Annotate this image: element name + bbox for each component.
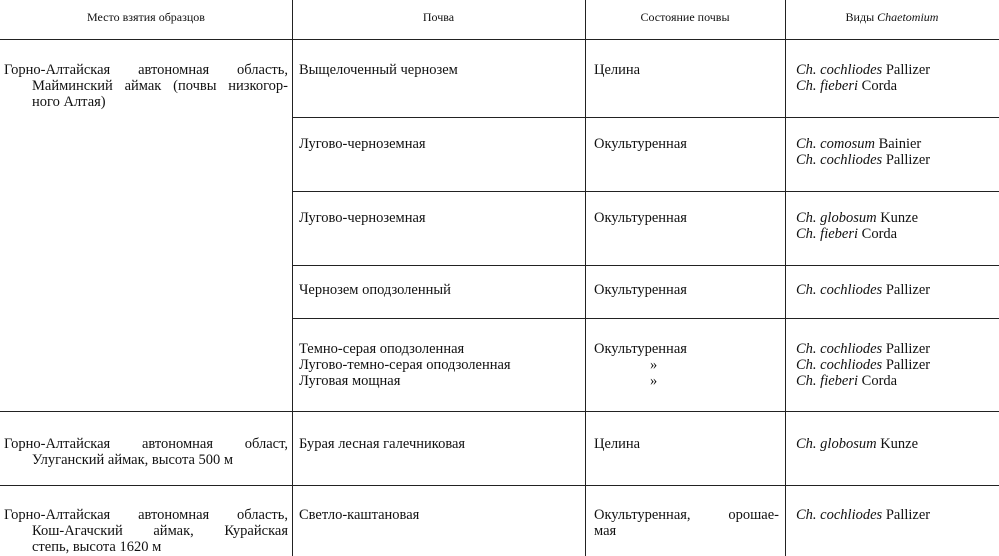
header-species-prefix: Виды bbox=[845, 10, 878, 24]
soil-cell bbox=[299, 62, 458, 78]
state-cell bbox=[594, 282, 687, 298]
soil-cell bbox=[299, 136, 426, 152]
state-cell bbox=[594, 507, 779, 539]
state-text: Целина bbox=[594, 436, 641, 452]
state-cell bbox=[594, 62, 640, 78]
species-author: Kunze bbox=[880, 436, 919, 452]
species-entry bbox=[796, 436, 918, 452]
col-rule-1 bbox=[292, 0, 293, 556]
state-text: мая bbox=[594, 523, 617, 539]
species-entry bbox=[796, 226, 918, 242]
species-name: Ch. comosum bbox=[796, 136, 875, 152]
soil-text: Чернозем оподзоленный bbox=[299, 282, 451, 298]
species-author: Pallizer bbox=[885, 152, 931, 168]
species-name: Ch. cochliodes bbox=[796, 507, 883, 523]
soil-text: Темно-серая оподзоленная bbox=[299, 341, 465, 357]
species-cell bbox=[796, 62, 930, 94]
species-name: Ch. fieberi bbox=[796, 373, 859, 389]
place-line: Кош-Агачский аймак, Курайская bbox=[32, 523, 288, 539]
place-line: степь, высота 1620 м bbox=[32, 539, 162, 555]
soil-text: Лугово-черноземная bbox=[299, 210, 426, 226]
species-name: Ch. globosum bbox=[796, 436, 877, 452]
species-entry bbox=[796, 282, 930, 298]
species-entry bbox=[796, 357, 930, 373]
state-cell bbox=[594, 436, 640, 452]
header-state: Состояние почвы bbox=[640, 10, 730, 24]
soil-text: Лугово-черноземная bbox=[299, 136, 426, 152]
species-author: Pallizer bbox=[885, 357, 931, 373]
soil-text: Лугово-темно-серая оподзоленная bbox=[299, 357, 511, 373]
header-species bbox=[785, 10, 999, 25]
col-rule-2 bbox=[585, 0, 586, 556]
species-name: Ch. cochliodes bbox=[796, 357, 883, 373]
state-text: Окультуренная bbox=[594, 282, 687, 298]
header-rule bbox=[0, 39, 999, 40]
species-entry bbox=[796, 210, 918, 226]
group-1-place bbox=[4, 62, 288, 110]
species-name: Ch. globosum bbox=[796, 210, 877, 226]
ditto-mark: » bbox=[650, 373, 658, 389]
place-line: Улуганский аймак, высота 500 м bbox=[32, 452, 234, 468]
species-author: Corda bbox=[861, 226, 898, 242]
species-name: Ch. cochliodes bbox=[796, 341, 883, 357]
row-rule-4 bbox=[292, 318, 999, 319]
group-rule-2 bbox=[0, 411, 999, 412]
species-author: Pallizer bbox=[885, 62, 931, 78]
soil-text: Светло-каштановая bbox=[299, 507, 420, 523]
soil-cell bbox=[299, 210, 426, 226]
row-rule-1 bbox=[292, 117, 999, 118]
state-text: Целина bbox=[594, 62, 641, 78]
soil-text: Луговая мощная bbox=[299, 373, 401, 389]
species-cell bbox=[796, 136, 930, 168]
state-text: Окультуренная bbox=[594, 341, 687, 357]
species-author: Kunze bbox=[880, 210, 919, 226]
state-text: Окультуренная bbox=[594, 210, 687, 226]
species-entry bbox=[796, 136, 930, 152]
species-name: Ch. fieberi bbox=[796, 226, 859, 242]
species-name: Ch. cochliodes bbox=[796, 62, 883, 78]
species-author: Corda bbox=[861, 78, 898, 94]
species-entry bbox=[796, 373, 930, 389]
species-cell bbox=[796, 436, 918, 452]
header-place: Место взятия образцов bbox=[87, 10, 205, 24]
species-cell bbox=[796, 210, 918, 242]
header-species-genus: Chaetomium bbox=[877, 10, 939, 24]
place-line: Горно-Алтайская автономная област, bbox=[4, 436, 288, 452]
species-author: Pallizer bbox=[885, 341, 931, 357]
species-entry bbox=[796, 507, 930, 523]
species-name: Ch. cochliodes bbox=[796, 152, 883, 168]
place-line: Горно-Алтайская автономная область, bbox=[4, 62, 288, 78]
group-2-place bbox=[4, 436, 288, 468]
state-text: Окультуренная bbox=[594, 136, 687, 152]
species-author: Bainier bbox=[878, 136, 922, 152]
row-rule-3 bbox=[292, 265, 999, 266]
species-entry bbox=[796, 78, 930, 94]
group-rule-3 bbox=[0, 485, 999, 486]
species-author: Corda bbox=[861, 373, 898, 389]
row-rule-2 bbox=[292, 191, 999, 192]
species-author: Pallizer bbox=[885, 507, 931, 523]
soil-text: Выщелоченный чернозем bbox=[299, 62, 458, 78]
place-line: Горно-Алтайская автономная область, bbox=[4, 507, 288, 523]
species-cell bbox=[796, 507, 930, 523]
soil-text: Бурая лесная галечниковая bbox=[299, 436, 466, 452]
species-entry bbox=[796, 62, 930, 78]
state-text: Окультуренная, орошае- bbox=[594, 507, 779, 523]
species-name: Ch. cochliodes bbox=[796, 282, 883, 298]
soil-cell bbox=[299, 507, 419, 523]
species-name: Ch. fieberi bbox=[796, 78, 859, 94]
group-3-place bbox=[4, 507, 288, 555]
col-rule-3 bbox=[785, 0, 786, 556]
species-cell bbox=[796, 341, 930, 389]
species-entry bbox=[796, 152, 930, 168]
species-entry bbox=[796, 341, 930, 357]
state-cell bbox=[594, 136, 687, 152]
soil-cell bbox=[299, 436, 465, 452]
place-line: Майминский аймак (почвы низкогор- bbox=[32, 78, 288, 94]
header-soil: Почва bbox=[422, 10, 455, 24]
state-cell bbox=[594, 341, 687, 389]
place-line: ного Алтая) bbox=[32, 94, 106, 110]
species-author: Pallizer bbox=[885, 282, 931, 298]
soil-cell bbox=[299, 341, 511, 389]
ditto-mark: » bbox=[650, 357, 658, 373]
state-cell bbox=[594, 210, 687, 226]
species-cell bbox=[796, 282, 930, 298]
soil-cell bbox=[299, 282, 451, 298]
